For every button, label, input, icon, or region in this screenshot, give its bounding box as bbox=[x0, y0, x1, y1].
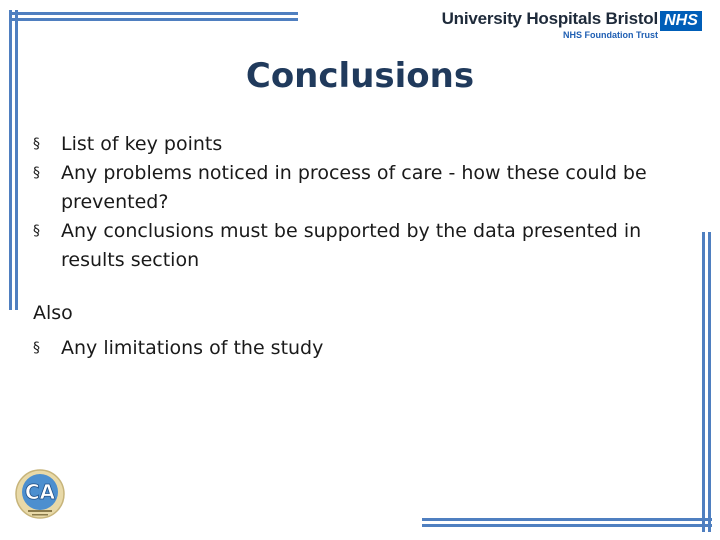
page-title: Conclusions bbox=[245, 56, 475, 96]
frame-right-bar-1 bbox=[702, 232, 705, 532]
frame-top-bar-1 bbox=[10, 12, 298, 15]
frame-bottom-bar-2 bbox=[422, 524, 712, 527]
slide-content bbox=[33, 130, 683, 363]
bullet-icon: § bbox=[33, 340, 40, 356]
bullet-text: Any problems noticed in process of care - how these could be prevented? bbox=[61, 162, 647, 213]
logo-ca-text: CA bbox=[24, 480, 56, 504]
frame-top-bar-2 bbox=[10, 18, 298, 21]
frame-left-bar-2 bbox=[15, 10, 18, 310]
clinical-audit-logo-icon bbox=[14, 468, 66, 520]
bullet-icon: § bbox=[33, 136, 40, 152]
frame-bottom-bar-1 bbox=[422, 518, 712, 521]
bullet-text: Any limitations of the study bbox=[61, 337, 324, 359]
bullet-item bbox=[33, 159, 683, 217]
nhs-badge: NHS bbox=[660, 11, 702, 31]
bullet-item bbox=[33, 334, 683, 363]
org-subtitle: NHS Foundation Trust bbox=[563, 30, 658, 40]
bullet-icon: § bbox=[33, 223, 40, 239]
bullet-text: Any conclusions must be supported by the data presented in results section bbox=[61, 220, 642, 271]
frame-left-bar-1 bbox=[9, 10, 12, 310]
bullet-item bbox=[33, 130, 683, 159]
bullet-text: List of key points bbox=[61, 133, 223, 155]
also-label: Also bbox=[33, 302, 73, 324]
bullet-icon: § bbox=[33, 165, 40, 181]
org-name: University Hospitals Bristol bbox=[441, 9, 658, 28]
bullet-item bbox=[33, 217, 683, 275]
frame-right-bar-2 bbox=[708, 232, 711, 532]
